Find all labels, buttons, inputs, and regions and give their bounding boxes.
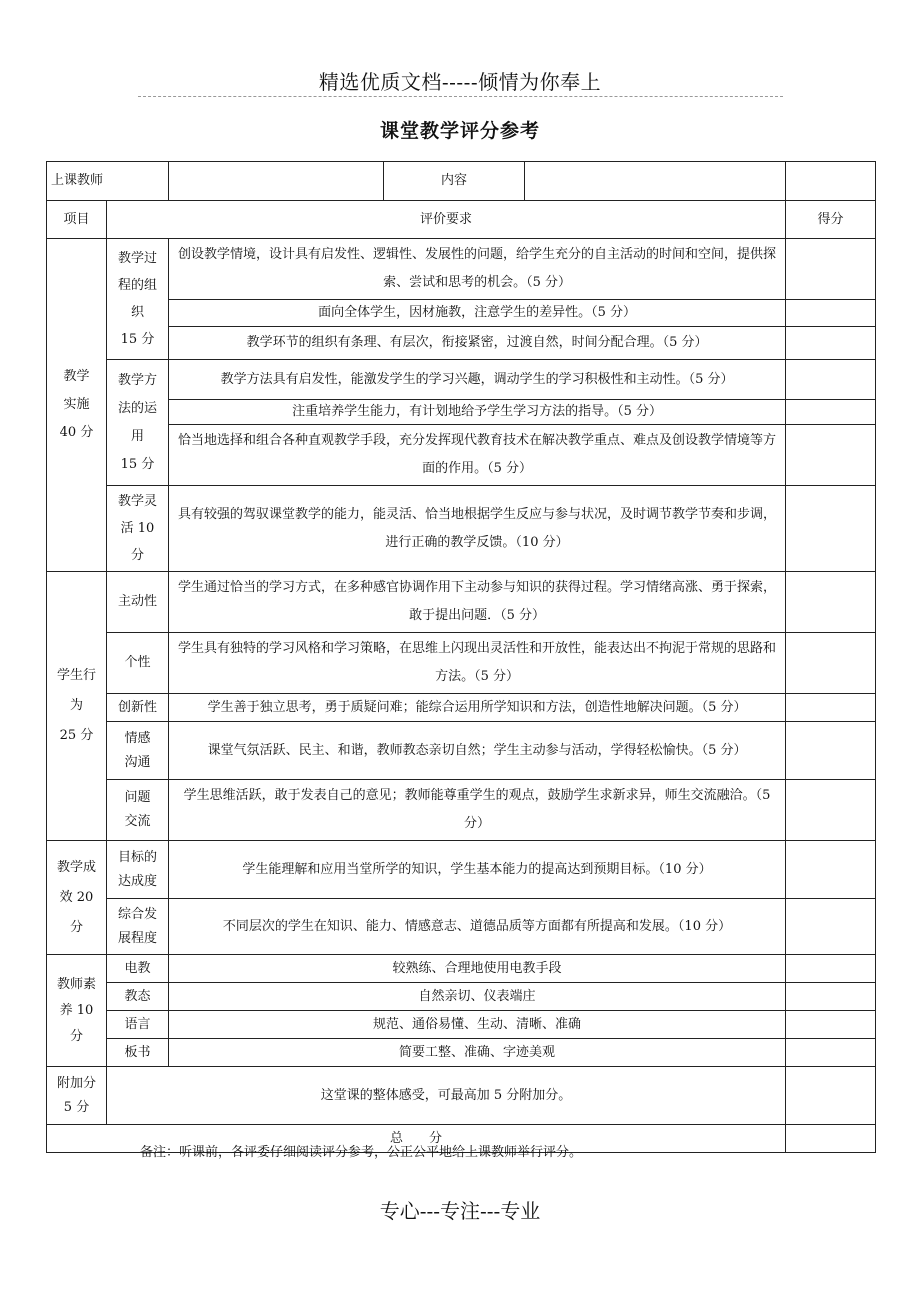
score-cell[interactable] [786,400,876,425]
requirement-text: 学生通过恰当的学习方式，在多种感官协调作用下主动参与知识的获得过程。学习情绪高涨、勇于探索，敢于提出问题．（5 分） [169,572,786,633]
row-individuality: 个性 [107,633,169,694]
score-cell[interactable] [786,841,876,899]
requirement-text: 创设教学情境，设计具有启发性、逻辑性、发展性的问题，给学生充分的自主活动的时间和空间，提供探索、尝试和思考的机会。（5 分） [169,239,786,300]
score-cell[interactable] [786,300,876,327]
row-overall-development: 综合发 展程度 [107,899,169,955]
row-question-exchange: 问题 交流 [107,780,169,841]
header-requirement: 评价要求 [107,201,786,239]
page-footer: 专心---专注---专业 [379,1199,541,1223]
document-title: 课堂教学评分参考 [379,120,540,142]
content-value-cell[interactable] [525,162,785,200]
section-bonus: 附加分 5 分 [47,1067,107,1125]
row-language: 语言 [107,1011,169,1039]
section-student-behavior: 学生行 为 25 分 [47,572,107,841]
total-label: 总 分 [47,1125,786,1153]
teacher-label: 上课教师 [47,162,169,201]
section-teacher-quality: 教师素 养 10 分 [47,955,107,1067]
score-cell[interactable] [786,1039,876,1067]
score-cell[interactable] [786,1011,876,1039]
requirement-text: 较熟练、合理地使用电教手段 [169,955,786,983]
row-emotional-communication: 情感 沟通 [107,722,169,780]
requirement-text: 具有较强的驾驭课堂教学的能力，能灵活、恰当地根据学生反应与参与状况，及时调节教学节奏和步调，进行正确的教学反馈。（10 分） [169,486,786,572]
score-cell[interactable] [786,780,876,841]
header-score: 得分 [786,201,876,239]
score-cell[interactable] [786,722,876,780]
section-teaching-implementation: 教学 实施 40 分 [47,239,107,572]
content-label-text: 内容 [384,162,525,200]
evaluation-table [46,161,876,1153]
score-cell[interactable] [786,694,876,722]
requirement-text: 这堂课的整体感受，可最高加 5 分附加分。 [107,1067,786,1125]
requirement-text: 教学环节的组织有条理、有层次，衔接紧密，过渡自然，时间分配合理。（5 分） [169,327,786,360]
requirement-text: 教学方法具有启发性，能激发学生的学习兴趣，调动学生的学习积极性和主动性。（5 分） [169,360,786,400]
row-media-teaching: 电教 [107,955,169,983]
row-goal-achievement: 目标的 达成度 [107,841,169,899]
requirement-text: 自然亲切、仪表端庄 [169,983,786,1011]
requirement-text: 简要工整、准确、字迹美观 [169,1039,786,1067]
row-initiative: 主动性 [107,572,169,633]
requirement-text: 规范、通俗易懂、生动、清晰、准确 [169,1011,786,1039]
score-cell[interactable] [786,899,876,955]
row-demeanor: 教态 [107,983,169,1011]
remark-note: 备注：听课前，各评委仔细阅读评分参考，公正公平地给上课教师举行评分。 [140,1145,583,1160]
teacher-value-cell[interactable] [169,162,384,201]
requirement-text: 课堂气氛活跃、民主、和谐，教师教态亲切自然；学生主动参与活动，学得轻松愉快。（5 分） [169,722,786,780]
group-method-application: 教学方 法的运 用 15 分 [107,360,169,486]
row-innovation: 创新性 [107,694,169,722]
score-cell[interactable] [786,486,876,572]
row-blackboard-writing: 板书 [107,1039,169,1067]
group-process-organization: 教学过 程的组 织 15 分 [107,239,169,360]
requirement-text: 学生能理解和应用当堂所学的知识，学生基本能力的提高达到预期目标。（10 分） [169,841,786,899]
requirement-text: 恰当地选择和组合各种直观教学手段，充分发挥现代教育技术在解决教学重点、难点及创设教学情境等方面的作用。（5 分） [169,425,786,486]
score-cell[interactable] [786,955,876,983]
score-cell[interactable] [786,572,876,633]
score-cell[interactable] [786,360,876,400]
content-value-extra[interactable] [786,162,876,201]
requirement-text: 注重培养学生能力，有计划地给予学生学习方法的指导。（5 分） [169,400,786,425]
header-divider [138,96,783,97]
total-score-cell[interactable] [786,1125,876,1153]
score-cell[interactable] [786,983,876,1011]
content-label [384,162,786,201]
score-cell[interactable] [786,239,876,300]
requirement-text: 不同层次的学生在知识、能力、情感意志、道德品质等方面都有所提高和发展。（10 分） [169,899,786,955]
header-item: 项目 [47,201,107,239]
page-header: 精选优质文档-----倾情为你奉上 [318,70,602,94]
score-cell[interactable] [786,425,876,486]
score-cell[interactable] [786,327,876,360]
requirement-text: 面向全体学生，因材施教，注意学生的差异性。（5 分） [169,300,786,327]
requirement-text: 学生善于独立思考，勇于质疑问难；能综合运用所学知识和方法，创造性地解决问题。（5 分） [169,694,786,722]
requirement-text: 学生思维活跃，敢于发表自己的意见；教师能尊重学生的观点，鼓励学生求新求异，师生交流融洽。（5 分） [169,780,786,841]
requirement-text: 学生具有独特的学习风格和学习策略，在思维上闪现出灵活性和开放性，能表达出不拘泥于常规的思路和方法。（5 分） [169,633,786,694]
score-cell[interactable] [786,633,876,694]
section-teaching-effect: 教学成 效 20 分 [47,841,107,955]
score-cell[interactable] [786,1067,876,1125]
group-flexibility: 教学灵 活 10 分 [107,486,169,572]
